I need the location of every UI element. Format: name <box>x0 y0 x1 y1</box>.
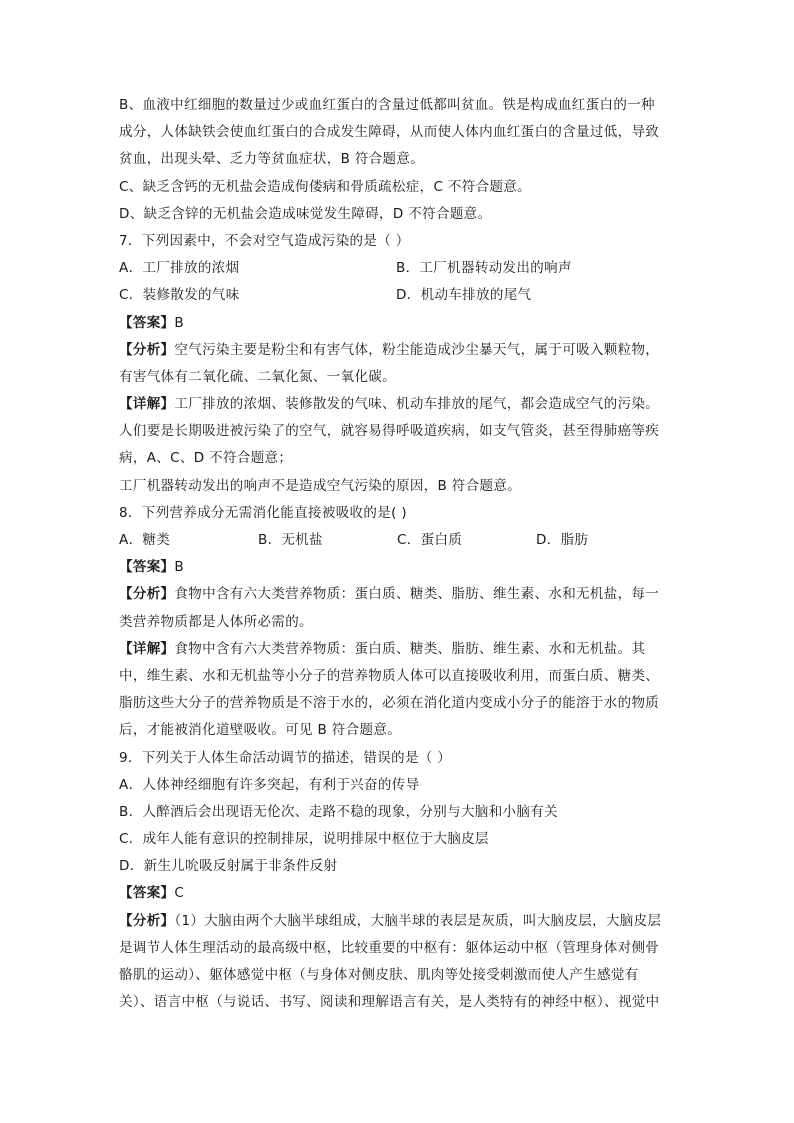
answer-value: C <box>174 885 185 902</box>
q9-option-d: D．新生儿吮吸反射属于非条件反射 <box>119 858 338 875</box>
q9-analysis <box>119 908 679 935</box>
text-line: 工厂机器转动发出的响声不是造成空气污染的原因，B 符合题意。 <box>119 477 522 494</box>
text-line: 人们要是长期吸进被污染了的空气，就容易得呼吸道疾病，如支气管炎，甚至得肺癌等疾 <box>119 423 660 440</box>
q7-option-c: C．装修散发的气味 <box>119 287 240 304</box>
answer-value: B <box>174 559 185 576</box>
answer-tag: 【答案】 <box>119 885 175 902</box>
text-line: 病，A、C、D 不符合题意； <box>119 450 293 467</box>
q7-analysis <box>119 337 679 364</box>
document-page <box>119 92 679 1016</box>
text-line: C、缺乏含钙的无机盐会造成佝偻病和骨质疏松症，C 不符合题意。 <box>119 178 531 195</box>
question-7-stem: 7．下列因素中，不会对空气造成污染的是（ ） <box>119 232 410 249</box>
text-line: B、血液中红细胞的数量过少或血红蛋白的含量过低都叫贫血。铁是构成血红蛋白的一种 <box>119 97 655 113</box>
detail-text: 食物中含有六大类营养物质：蛋白质、糖类、脂肪、维生素、水和无机盐。其 <box>174 640 646 657</box>
text-line: D、缺乏含锌的无机盐会造成味觉发生障碍，D 不符合题意。 <box>119 205 492 222</box>
q7-answer <box>119 310 679 337</box>
text-line: 关）、语言中枢（与说话、书写、阅读和理解语言有关，是人类特有的神经中枢）、视觉中 <box>119 994 660 1011</box>
detail-tag: 【详解】 <box>119 640 175 657</box>
q7-options-row-2 <box>119 282 679 309</box>
q9-option-c: C．成年人能有意识的控制排尿，说明排尿中枢位于大脑皮层 <box>119 831 489 848</box>
q8-detail <box>119 636 679 663</box>
text-line: 后，才能被消化道壁吸收。可见 B 符合题意。 <box>119 722 402 739</box>
q7-detail <box>119 391 679 418</box>
q9-answer <box>119 880 679 907</box>
text-line: 有害气体有二氧化硫、二氧化氮、一氧化碳。 <box>119 368 396 385</box>
q9-option-a: A．人体神经细胞有许多突起，有利于兴奋的传导 <box>119 776 420 793</box>
answer-tag: 【答案】 <box>119 559 175 576</box>
q8-option-c: C．蛋白质 <box>397 532 463 548</box>
q9-option-b: B．人醉酒后会出现语无伦次、走路不稳的现象，分别与大脑和小脑有关 <box>119 803 558 820</box>
q8-answer <box>119 554 679 581</box>
question-8-stem: 8．下列营养成分无需消化能直接被吸收的是( ) <box>119 504 407 521</box>
text-line: 是调节人体生理活动的最高级中枢，比较重要的中枢有：躯体运动中枢（管理身体对侧骨 <box>119 939 660 956</box>
analysis-tag: 【分析】 <box>119 586 175 603</box>
q8-options-row <box>119 527 679 554</box>
q7-option-b: B．工厂机器转动发出的响声 <box>396 260 572 277</box>
text-line: 类营养物质都是人体所必需的。 <box>119 613 313 630</box>
text-line: 中，维生素、水和无机盐等小分子的营养物质人体可以直接吸收利用，而蛋白质、糖类、 <box>119 667 660 684</box>
analysis-text: 空气污染主要是粉尘和有害气体，粉尘能造成沙尘暴天气，属于可吸入颗粒物， <box>174 341 660 358</box>
text-line: 骼肌的运动）、躯体感觉中枢（与身体对侧皮肤、肌肉等处接受刺激而使人产生感觉有 <box>119 967 639 983</box>
detail-tag: 【详解】 <box>119 396 175 413</box>
text-line: 成分，人体缺铁会使血红蛋白的合成发生障碍，从而使人体内血红蛋白的含量过低，导致 <box>119 124 660 141</box>
q8-analysis <box>119 581 679 608</box>
answer-tag: 【答案】 <box>119 314 175 331</box>
analysis-tag: 【分析】 <box>119 341 175 358</box>
answer-value: B <box>174 314 185 331</box>
text-line: 脂肪这些大分子的营养物质是不溶于水的，必须在消化道内变成小分子的能溶于水的物质 <box>119 695 660 712</box>
analysis-text: 食物中含有六大类营养物质：蛋白质、糖类、脂肪、维生素、水和无机盐，每一 <box>174 586 660 603</box>
q8-option-b: B．无机盐 <box>258 532 324 548</box>
q8-option-d: D．脂肪 <box>536 532 589 548</box>
detail-text: 工厂排放的浓烟、装修散发的气味、机动车排放的尾气，都会造成空气的污染。 <box>174 396 660 413</box>
q7-options-row-1 <box>119 255 679 282</box>
question-9-stem: 9．下列关于人体生命活动调节的描述，错误的是（ ） <box>119 749 452 766</box>
q7-option-a: A．工厂排放的浓烟 <box>119 260 240 277</box>
q8-option-a: A．糖类 <box>119 532 171 548</box>
q7-option-d: D．机动车排放的尾气 <box>396 287 532 304</box>
analysis-text: （1）大脑由两个大脑半球组成，大脑半球的表层是灰质，叫大脑皮层，大脑皮层 <box>174 912 662 929</box>
text-line: 贫血，出现头晕、乏力等贫血症状，B 符合题意。 <box>119 151 425 168</box>
analysis-tag: 【分析】 <box>119 912 175 929</box>
